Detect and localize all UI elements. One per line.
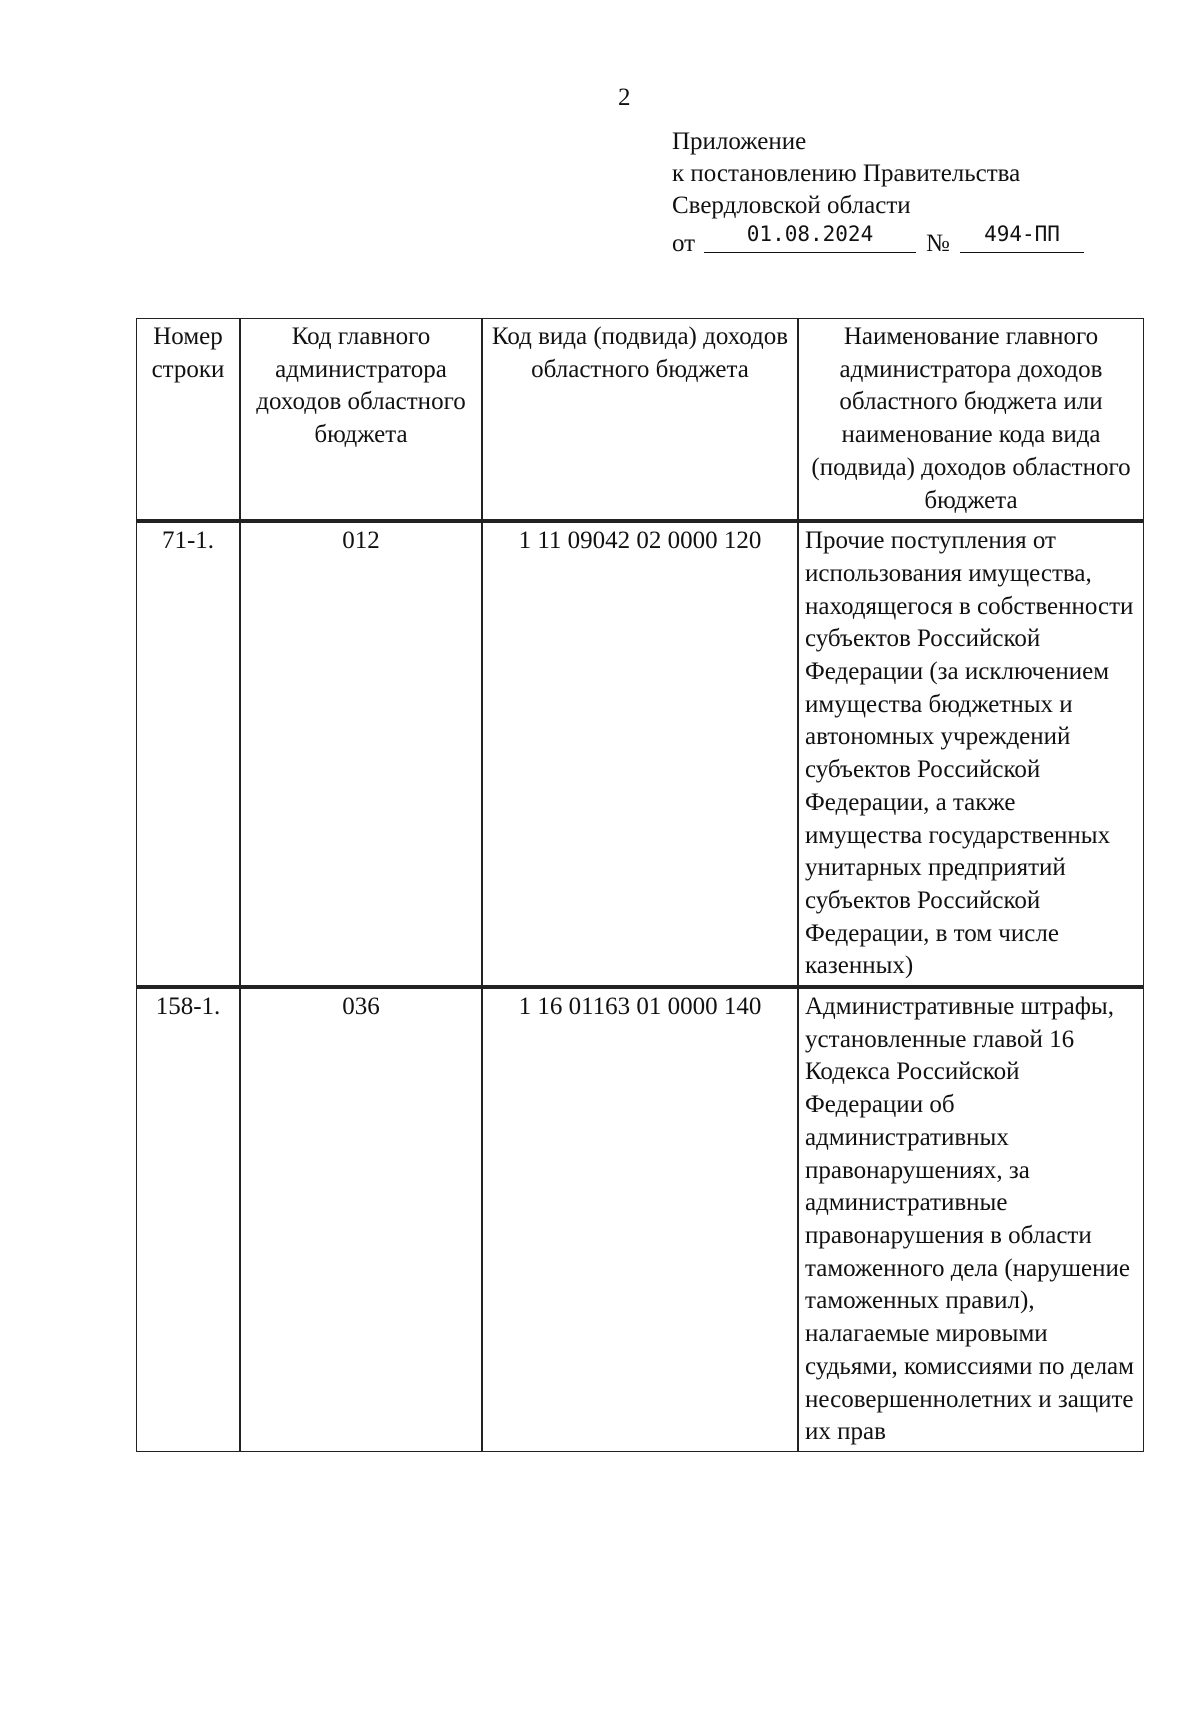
column-header-name: Наименование главного администратора доходов областного бюджета или наименование кода вида (подвида) доходов областного бюджета <box>798 318 1144 520</box>
number-prefix: № <box>926 230 950 257</box>
resolution-date: 01.08.2024 <box>704 222 916 253</box>
income-code: 1 16 01163 01 0000 140 <box>482 986 798 1452</box>
column-header-income-code: Код вида (подвида) доходов областного бюджета <box>482 318 798 520</box>
row-number: 71-1. <box>136 520 240 986</box>
revenue-codes-table <box>136 318 1144 1452</box>
income-code: 1 11 09042 02 0000 120 <box>482 520 798 986</box>
income-name: Прочие поступления от использования имущества, находящегося в собственности субъектов Российской Федерации (за исключением имущества бюджетных и автономных учреждений субъектов Российской Федерации, а также имущества государственных унитарных предприятий субъектов Российской Федерации, в том числе казенных) <box>798 520 1144 986</box>
date-prefix: от <box>672 230 696 257</box>
income-name: Административные штрафы, установленные главой 16 Кодекса Российской Федерации об административных правонарушениях, за административные правонарушения в области таможенного дела (нарушение таможенных правил), налагаемые мировыми судьями, комиссиями по делам несовершеннолетних и защите их прав <box>798 986 1144 1452</box>
resolution-date-number-line <box>672 222 1060 258</box>
admin-code: 012 <box>240 520 482 986</box>
appendix-resolution-line: к постановлению Правительства <box>672 160 1021 187</box>
admin-code: 036 <box>240 986 482 1452</box>
appendix-region-line: Свердловской области <box>672 192 911 219</box>
column-header-row-number: Номер строки <box>136 318 240 520</box>
table-row <box>136 520 1144 986</box>
appendix-title: Приложение <box>672 128 807 155</box>
resolution-number: 494-ПП <box>960 222 1084 253</box>
page-number: 2 <box>618 84 631 111</box>
appendix-header <box>672 126 1060 258</box>
table-row <box>136 986 1144 1452</box>
row-number: 158-1. <box>136 986 240 1452</box>
column-header-admin-code: Код главного администратора доходов областного бюджета <box>240 318 482 520</box>
table-header-row <box>136 318 1144 520</box>
